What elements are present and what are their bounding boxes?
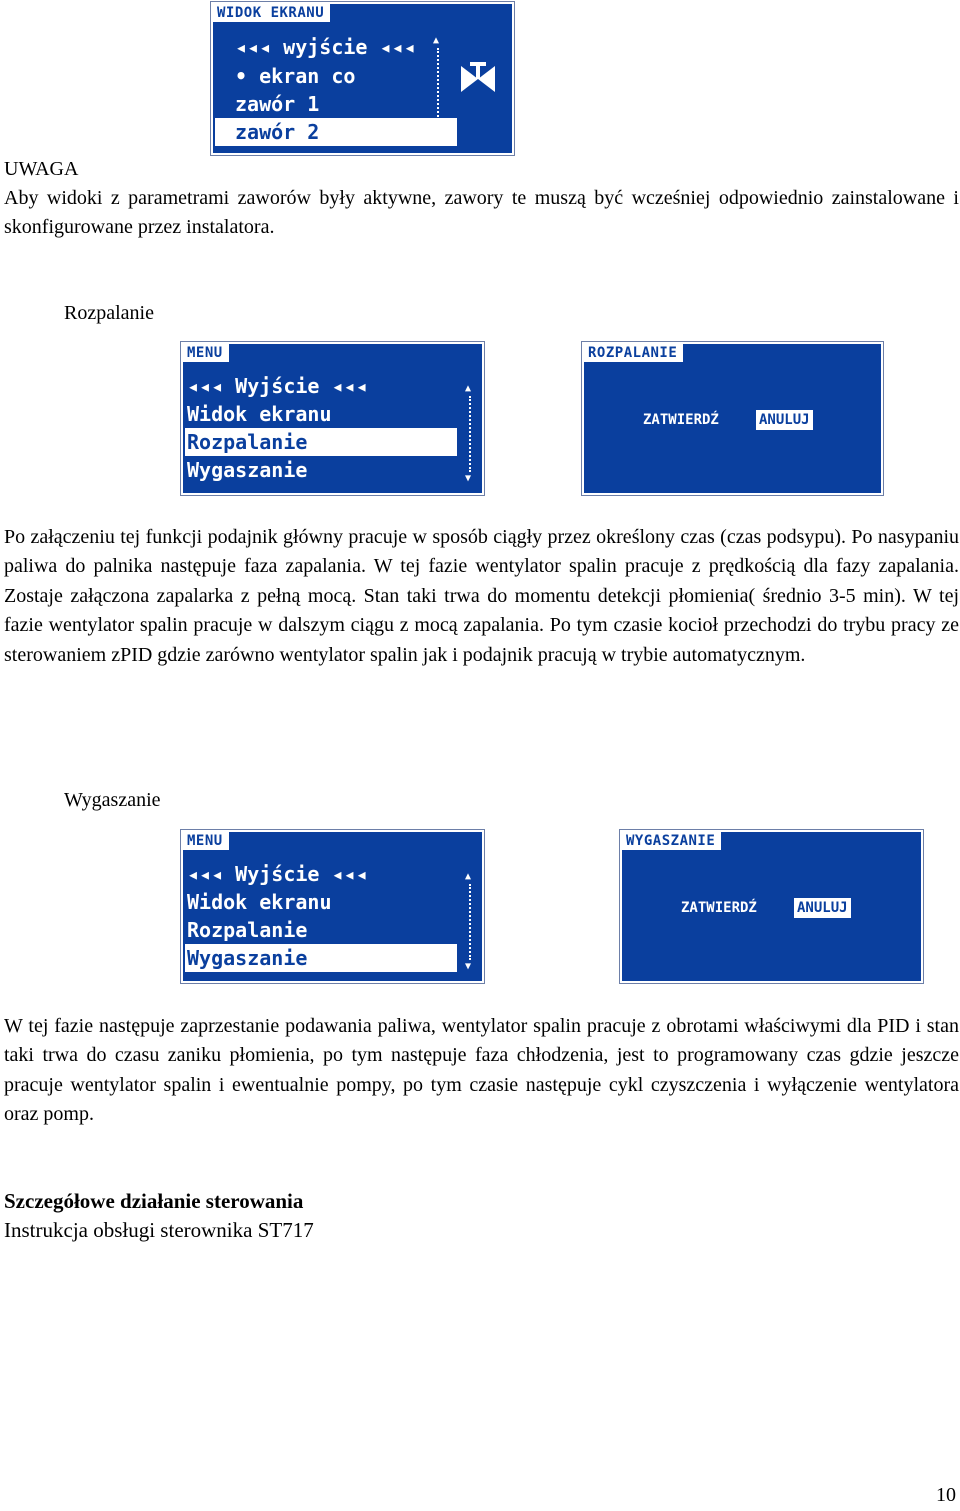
scroll-up-icon[interactable]: ▲ (465, 383, 472, 394)
footer-title: Szczegółowe działanie sterowania (4, 1189, 304, 1213)
scroll-up-icon[interactable]: ▲ (433, 35, 440, 46)
scroll-down-icon[interactable]: ▼ (433, 129, 440, 140)
menu-item-zawor-2[interactable]: zawór 2 (215, 118, 457, 146)
section-heading-wygaszanie: Wygaszanie (64, 789, 161, 811)
menu-item-rozpalanie[interactable]: Rozpalanie (187, 918, 308, 942)
valve-icon (459, 60, 497, 98)
confirm-button[interactable]: ZATWIERDŹ (681, 900, 757, 916)
scroll-down-icon[interactable]: ▼ (465, 961, 472, 972)
rozpalanie-paragraph: Po załączeniu tej funkcji podajnik główny pracuje w sposób ciągły przez określony czas (czas podsypu). Po nasypaniu paliwa do palnika następuje faza zapalania. W tej fazie wentylator spalin pracuje z prędkością dla fazy zapalania. Zostaje załączona zapalarka z pełną mocą. Stan taki trwa do momentu detekcji płomienia( średnio 3-5 min). W tej fazie wentylator spalin pracuje w dalszym ciągu z mocą zapalania. Po tym czasie kocioł przechodzi do trybu pracy ze sterowaniem zPID gdzie zarówno wentylator spalin jak i podajnik pracują w trybie automatycznym. (4, 526, 959, 666)
scrollbar[interactable] (437, 48, 441, 128)
lcd-menu-wygaszanie (181, 830, 484, 983)
wygaszanie-paragraph: W tej fazie następuje zaprzestanie podawania paliwa, wentylator spalin pracuje z obrotami właściwymi dla PID i stan taki trwa do czasu zaniku płomienia, po tym następuje faza chłodzenia, jest to programowany czas gdzie jeszcze pracuje wentylator spalin i ewentualnie pompy, po tym czasie następuje cykl czyszczenia i wyłączenie wentylatora oraz pomp. (4, 1015, 959, 1126)
menu-item-widok-ekranu[interactable]: Widok ekranu (187, 402, 332, 426)
lcd-menu-rozpalanie (181, 342, 484, 495)
screen-title: MENU (183, 832, 229, 850)
screen-title: WYGASZANIE (622, 832, 721, 850)
footer-subtitle: Instrukcja obsługi sterownika ST717 (4, 1218, 314, 1242)
menu-item-exit[interactable]: ◂◂◂ Wyjście ◂◂◂ (187, 374, 368, 398)
scroll-down-icon[interactable]: ▼ (465, 473, 472, 484)
confirm-button[interactable]: ZATWIERDŹ (643, 412, 719, 428)
screen-title: ROZPALANIE (584, 344, 683, 362)
menu-item-exit[interactable]: ◂◂◂ wyjście ◂◂◂ (235, 35, 416, 59)
menu-item-ekran-co[interactable]: • ekran co (235, 64, 356, 88)
menu-item-widok-ekranu[interactable]: Widok ekranu (187, 890, 332, 914)
screen-title: WIDOK EKRANU (213, 4, 330, 22)
page-number: 10 (936, 1484, 956, 1506)
menu-item-wygaszanie[interactable]: Wygaszanie (185, 944, 457, 972)
lcd-screen-widok-ekranu (211, 2, 514, 155)
menu-item-rozpalanie[interactable]: Rozpalanie (185, 428, 457, 456)
lcd-dialog-wygaszanie (620, 830, 923, 983)
lcd-dialog-rozpalanie (582, 342, 883, 495)
cancel-button[interactable]: ANULUJ (794, 898, 851, 918)
uwaga-text: Aby widoki z parametrami zaworów były aktywne, zawory te muszą być wcześniej odpowiednio zainstalowane i skonfigurowane przez instalatora. (4, 187, 959, 239)
scrollbar[interactable] (469, 884, 473, 960)
scroll-up-icon[interactable]: ▲ (465, 871, 472, 882)
screen-title: MENU (183, 344, 229, 362)
menu-item-wygaszanie[interactable]: Wygaszanie (187, 458, 308, 482)
cancel-button[interactable]: ANULUJ (756, 410, 813, 430)
section-heading-rozpalanie: Rozpalanie (64, 302, 154, 324)
menu-item-zawor-1[interactable]: zawór 1 (235, 92, 320, 116)
scrollbar[interactable] (469, 396, 473, 472)
menu-item-exit[interactable]: ◂◂◂ Wyjście ◂◂◂ (187, 862, 368, 886)
uwaga-heading: UWAGA (4, 158, 79, 180)
